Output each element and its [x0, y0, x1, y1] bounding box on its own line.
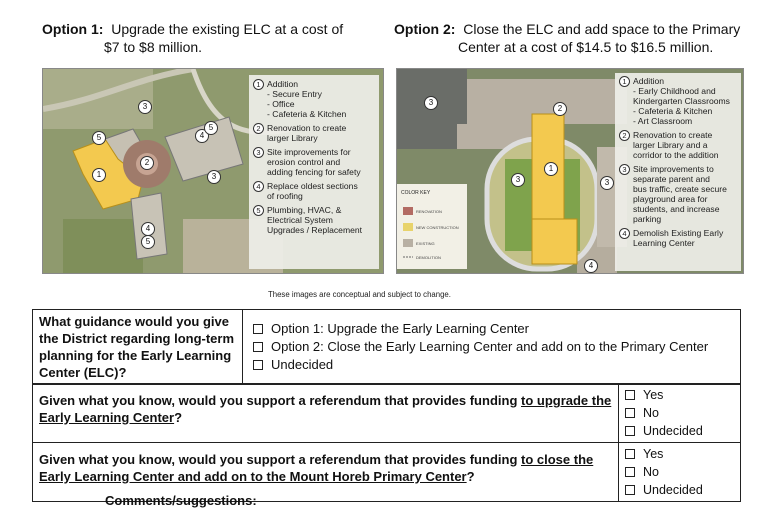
option2-heading — [394, 20, 754, 56]
legend-line: parking — [633, 214, 662, 224]
color-key-title: COLOR KEY — [401, 190, 431, 196]
legend-item — [253, 205, 375, 235]
option1-legend — [249, 75, 379, 269]
option1-text-line1: Upgrade the existing ELC at a cost of — [111, 21, 344, 37]
option2-text-line1: Close the ELC and add space to the Primary — [463, 21, 741, 37]
checkbox[interactable] — [625, 408, 635, 418]
color-key-item: NEW CONSTRUCTION — [416, 225, 459, 230]
legend-item — [619, 164, 737, 224]
legend-line: separate parent and — [633, 174, 710, 184]
legend-line: bus traffic, create secure — [633, 184, 727, 194]
legend-line: - Early Childhood and — [633, 86, 716, 96]
q1-prompt: What guidance would you give the District regarding long-term planning for the Early Learning Center (ELC)? — [39, 314, 235, 380]
option1-site-plan — [42, 68, 384, 274]
option1-text-line2: $7 to $8 million. — [104, 39, 203, 55]
checkbox[interactable] — [625, 426, 635, 436]
q1-option-2[interactable]: Option 2: Close the Early Learning Center and add on to the Primary Center — [253, 338, 730, 356]
legend-line: larger Library and a — [633, 140, 708, 150]
site-marker: 2 — [140, 156, 154, 170]
checkbox[interactable] — [625, 449, 635, 459]
option2-text-line2: Center at a cost of $14.5 to $16.5 million. — [458, 39, 714, 55]
survey-table-referendum — [32, 383, 741, 502]
checkbox[interactable] — [625, 485, 635, 495]
q3-option-undecided[interactable]: Undecided — [625, 481, 734, 499]
legend-number: 2 — [253, 123, 264, 134]
legend-line: of roofing — [267, 191, 303, 201]
legend-line: adding fencing for safety — [267, 167, 361, 177]
site-marker: 4 — [584, 259, 598, 273]
option2-site-plan — [396, 68, 744, 274]
question-row-1 — [33, 310, 741, 385]
legend-number: 3 — [619, 164, 630, 175]
q3-option-no[interactable]: No — [625, 463, 734, 481]
q3-options-cell — [619, 443, 741, 502]
color-key-item: EXISTING — [416, 241, 435, 246]
site-marker: 2 — [553, 102, 567, 116]
checkbox[interactable] — [253, 324, 263, 334]
option1-heading — [42, 20, 372, 56]
legend-line: Demolish Existing Early — [633, 228, 724, 238]
legend-line: Renovation to create — [267, 123, 347, 133]
legend-line: Learning Center — [633, 238, 695, 248]
option2-legend — [615, 73, 741, 271]
site-marker: 3 — [511, 173, 525, 187]
legend-line: Kindergarten Classrooms — [633, 96, 730, 106]
color-key-item: DEMOLITION — [416, 255, 441, 260]
q2-option-yes[interactable]: Yes — [625, 386, 734, 404]
legend-line: Plumbing, HVAC, & — [267, 205, 342, 215]
q2-option-undecided[interactable]: Undecided — [625, 422, 734, 440]
q2-options-cell — [619, 384, 741, 443]
checkbox[interactable] — [253, 360, 263, 370]
option2-label: Option 2: — [394, 21, 456, 37]
q1-option-3[interactable]: Undecided — [253, 356, 730, 374]
comments-label: Comments/suggestions: — [105, 493, 257, 508]
legend-item — [253, 147, 375, 177]
legend-item — [253, 123, 375, 143]
checkbox[interactable] — [253, 342, 263, 352]
legend-number: 1 — [619, 76, 630, 87]
legend-number: 1 — [253, 79, 264, 90]
q1-options-cell — [243, 310, 741, 385]
legend-line: - Cafeteria & Kitchen — [267, 109, 347, 119]
legend-number: 3 — [253, 147, 264, 158]
site-marker: 3 — [424, 96, 438, 110]
legend-line: Addition — [633, 76, 665, 86]
q3-prompt: Given what you know, would you support a referendum that provides funding to close the Early Learning Center and add on to the Mount Horeb Primary Center? — [39, 452, 594, 484]
site-marker: 5 — [204, 121, 218, 135]
q2-option-no[interactable]: No — [625, 404, 734, 422]
legend-line: Addition — [267, 79, 299, 89]
legend-number: 2 — [619, 130, 630, 141]
legend-line: Upgrades / Replacement — [267, 225, 363, 235]
legend-item — [619, 76, 737, 126]
site-marker: 1 — [544, 162, 558, 176]
legend-line: playground area for — [633, 194, 708, 204]
q1-prompt-cell — [33, 310, 243, 385]
legend-number: 4 — [253, 181, 264, 192]
legend-line: - Cafeteria & Kitchen — [633, 106, 713, 116]
checkbox[interactable] — [625, 467, 635, 477]
q1-option-1[interactable]: Option 1: Upgrade the Early Learning Center — [253, 320, 730, 338]
site-marker: 4 — [195, 129, 209, 143]
site-marker: 3 — [207, 170, 221, 184]
site-marker: 5 — [141, 235, 155, 249]
site-marker: 3 — [600, 176, 614, 190]
legend-item — [253, 79, 375, 119]
legend-line: Site improvements to — [633, 164, 714, 174]
legend-number: 5 — [253, 205, 264, 216]
legend-item — [619, 130, 737, 160]
legend-line: Replace oldest sections — [267, 181, 358, 191]
site-marker: 3 — [138, 100, 152, 114]
legend-line: Electrical System — [267, 215, 333, 225]
legend-item — [253, 181, 375, 201]
legend-line: corridor to the addition — [633, 150, 719, 160]
legend-line: - Office — [267, 99, 295, 109]
site-marker: 5 — [92, 131, 106, 145]
legend-line: larger Library — [267, 133, 318, 143]
legend-item — [619, 228, 737, 248]
legend-line: students, and increase — [633, 204, 720, 214]
site-marker: 1 — [92, 168, 106, 182]
site-marker: 4 — [141, 222, 155, 236]
legend-line: Site improvements for — [267, 147, 351, 157]
image-caption: These images are conceptual and subject to change. — [268, 290, 451, 299]
option1-label: Option 1: — [42, 21, 104, 37]
q2-prompt: Given what you know, would you support a referendum that provides funding to upgrade the Early Learning Center? — [39, 393, 612, 425]
color-key-item: RENOVATION — [416, 209, 442, 214]
color-key — [401, 190, 463, 196]
q3-option-yes[interactable]: Yes — [625, 445, 734, 463]
legend-line: - Art Classroom — [633, 116, 693, 126]
question-row-2 — [33, 384, 741, 443]
legend-number: 4 — [619, 228, 630, 239]
survey-table — [32, 309, 741, 385]
checkbox[interactable] — [625, 390, 635, 400]
q2-prompt-cell — [33, 384, 619, 443]
legend-line: erosion control and — [267, 157, 341, 167]
legend-line: - Secure Entry — [267, 89, 322, 99]
legend-line: Renovation to create — [633, 130, 713, 140]
